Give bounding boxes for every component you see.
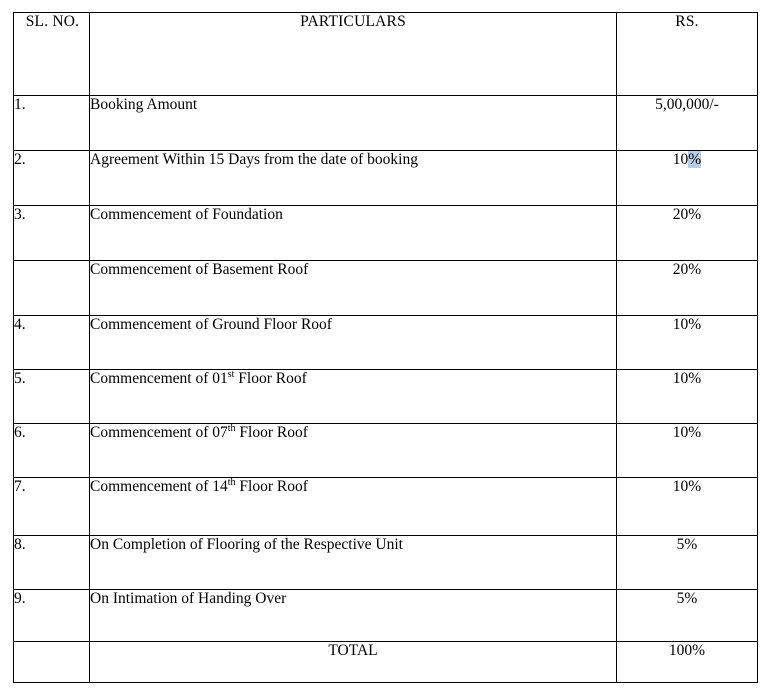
row-particulars bbox=[90, 424, 617, 478]
row-particulars-post: Floor Roof bbox=[235, 424, 308, 441]
row-sl-no: 9. bbox=[14, 590, 90, 642]
row-sl-no bbox=[14, 261, 90, 316]
row-sl-no: 4. bbox=[14, 316, 90, 370]
row-particulars-pre: Commencement of 07 bbox=[90, 424, 228, 441]
column-header-rs: RS. bbox=[617, 13, 758, 96]
row-sl-no: 3. bbox=[14, 206, 90, 261]
row-particulars-post: Floor Roof bbox=[235, 478, 308, 495]
table-row bbox=[14, 370, 758, 424]
table-header-row bbox=[14, 13, 758, 96]
row-amount: 5,00,000/- bbox=[617, 96, 758, 151]
table-row bbox=[14, 96, 758, 151]
table-row bbox=[14, 478, 758, 536]
row-particulars: Booking Amount bbox=[90, 96, 617, 151]
total-value: 100% bbox=[617, 642, 758, 683]
table-row bbox=[14, 424, 758, 478]
payment-schedule-table bbox=[13, 12, 758, 683]
row-amount: 5% bbox=[617, 590, 758, 642]
row-amount: 10% bbox=[617, 424, 758, 478]
row-particulars-post: Floor Roof bbox=[234, 370, 307, 387]
table-row bbox=[14, 261, 758, 316]
total-empty-cell bbox=[14, 642, 90, 683]
row-amount: 5% bbox=[617, 536, 758, 590]
row-amount: 20% bbox=[617, 206, 758, 261]
column-header-particulars: PARTICULARS bbox=[90, 13, 617, 96]
row-amount bbox=[617, 151, 758, 206]
row-particulars: Commencement of Basement Roof bbox=[90, 261, 617, 316]
row-particulars-ordinal: st bbox=[227, 368, 235, 380]
column-header-sl-no: SL. NO. bbox=[14, 13, 90, 96]
total-label: TOTAL bbox=[90, 642, 617, 683]
row-amount: 10% bbox=[617, 478, 758, 536]
row-sl-no: 5. bbox=[14, 370, 90, 424]
row-particulars: On Completion of Flooring of the Respective Unit bbox=[90, 536, 617, 590]
row-particulars-ordinal: th bbox=[227, 476, 236, 488]
row-amount-value: 10 bbox=[672, 151, 689, 168]
row-sl-no: 2. bbox=[14, 151, 90, 206]
row-particulars-ordinal: th bbox=[227, 422, 236, 434]
row-amount: 10% bbox=[617, 370, 758, 424]
table-row bbox=[14, 590, 758, 642]
row-particulars: Agreement Within 15 Days from the date of booking bbox=[90, 151, 617, 206]
row-amount: 10% bbox=[617, 316, 758, 370]
row-particulars-pre: Commencement of 14 bbox=[90, 478, 228, 495]
row-sl-no: 6. bbox=[14, 424, 90, 478]
table-row bbox=[14, 151, 758, 206]
row-sl-no: 8. bbox=[14, 536, 90, 590]
table-row bbox=[14, 206, 758, 261]
row-particulars-pre: Commencement of 01 bbox=[90, 370, 228, 387]
row-particulars: On Intimation of Handing Over bbox=[90, 590, 617, 642]
row-particulars: Commencement of Foundation bbox=[90, 206, 617, 261]
row-particulars bbox=[90, 478, 617, 536]
table-total-row bbox=[14, 642, 758, 683]
row-sl-no: 7. bbox=[14, 478, 90, 536]
row-sl-no: 1. bbox=[14, 96, 90, 151]
row-particulars bbox=[90, 370, 617, 424]
row-amount: 20% bbox=[617, 261, 758, 316]
table-row bbox=[14, 316, 758, 370]
row-particulars: Commencement of Ground Floor Roof bbox=[90, 316, 617, 370]
table-row bbox=[14, 536, 758, 590]
row-amount-highlight: % bbox=[688, 151, 702, 168]
